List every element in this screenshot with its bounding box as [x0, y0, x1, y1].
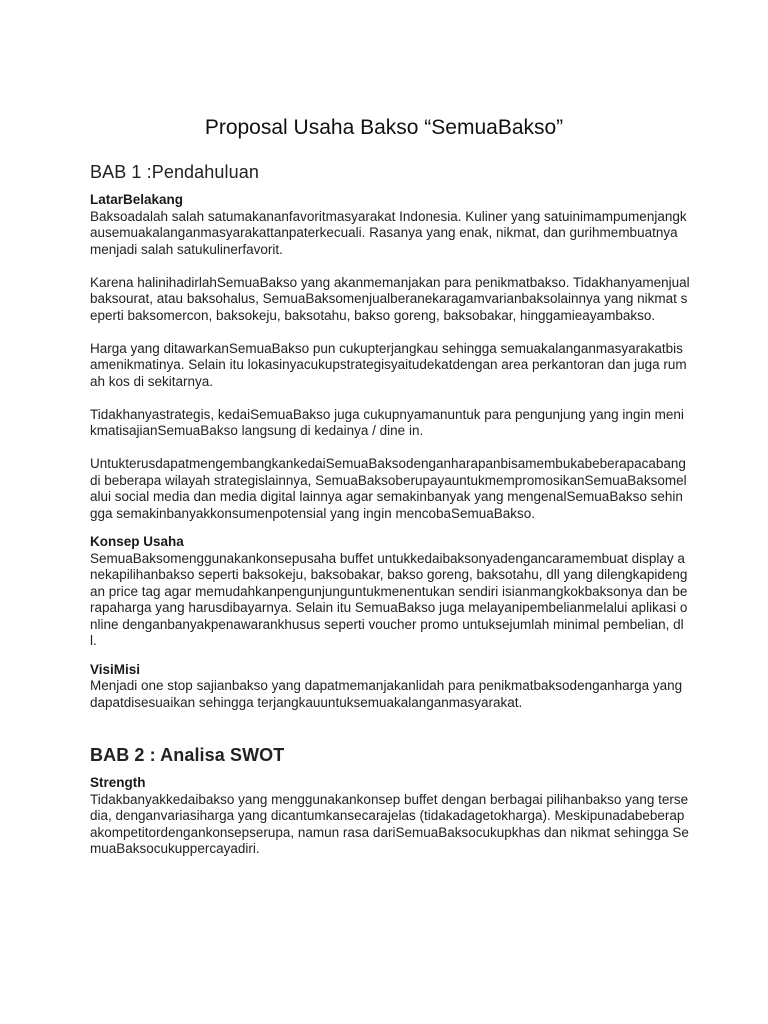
latar-paragraph-4: Tidakhanyastrategis, kedaiSemuaBakso juga cukupnyamanuntuk para pengunjung yang ingin menikmatisajianSemuaBakso langsung di kedainya / dine in. [90, 406, 684, 438]
strength-paragraph: Tidakbanyakkedaibakso yang menggunakankonsep buffet dengan berbagai pilihanbakso yang tersedia, denganvariasiharga yang dicantumkansecarajelas (tidakadagetokharga). Meskipunadabeberapakompetitordengankonsepserupa, namun rasa dariSemuaBaksocukupkhas dan nikmat sehingga SemuaBaksocukuppercayadiri. [90, 791, 689, 856]
document-body [90, 160, 690, 858]
konsep-usaha-heading: Konsep Usaha [90, 534, 184, 549]
strength-heading: Strength [90, 775, 146, 790]
document-title: Proposal Usaha Bakso “SemuaBakso” [204, 116, 564, 139]
latar-belakang-heading: LatarBelakang [90, 192, 184, 207]
latar-paragraph-3: Harga yang ditawarkanSemuaBakso pun cukupterjangkau sehingga semuakalanganmasyarakatbisamenikmatinya. Selain itu lokasinyacukupstrategisyaitudekatdengan area perkantoran dan juga rumah kos di sekitarnya. [90, 340, 687, 389]
latar-paragraph-2: Karena halinihadirlahSemuaBakso yang akanmemanjakan para penikmatbakso. Tidakhanyamenjualbaksourat, atau baksohalus, SemuaBaksomenjualberanekaragamvarianbaksolainnya yang nikmat seperti baksomercon, baksokeju, baksotahu, bakso goreng, baksobakar, hinggamieayambakso. [90, 274, 690, 323]
latar-paragraph-5: UntukterusdapatmengembangkankedaiSemuaBaksodenganharapanbisamembukabeberapacabang di beberapa wilayah strategislainnya, SemuaBaksoberupayauntukmempromosikanSemuaBaksomelalui social media dan media digital lainnya agar semakinbanyak yang mengenalSemuaBakso sehingga semakinbanyakkonsumenpotensial yang ingin mencobaSemuaBakso. [90, 456, 687, 521]
visi-misi-heading: VisiMisi [90, 661, 141, 677]
visi-misi-paragraph: Menjadi one stop sajianbakso yang dapatmemanjakanlidah para penikmatbaksodenganharga yang dapatdisesuaikan sehingga terjangkauuntuksemuakalanganmasyarakat. [90, 678, 683, 710]
latar-paragraph-1: Baksoadalah salah satumakananfavoritmasyarakat Indonesia. Kuliner yang satuinimampumenjangkausemuakalanganmasyarakattanpaterkecuali. Rasanya yang enak, nikmat, dan gurihmembuatnya menjadi salah satukulinerfavorit. [90, 208, 687, 257]
bab2-heading: BAB 2 : Analisa SWOT [90, 745, 285, 765]
bab1-heading: BAB 1 :Pendahuluan [90, 162, 259, 182]
konsep-usaha-paragraph: SemuaBaksomenggunakankonsepusaha buffet untukkedaibaksonyadengancaramembuat display anekapilihanbakso seperti baksokeju, baksobakar, bakso goreng, baksotahu, dll yang dilengkapidengan price tag agar memudahkanpengunjunguntukmenentukan sendiri isianmangkokbaksonya dan berapaharga yang harusdibayarnya. Selain itu SemuaBakso juga melayanipembelianmelalui aplikasi online denganbanyakpenawarankhusus seperti voucher promo untuksejumlah minimal pembelian, dll. [90, 550, 688, 648]
